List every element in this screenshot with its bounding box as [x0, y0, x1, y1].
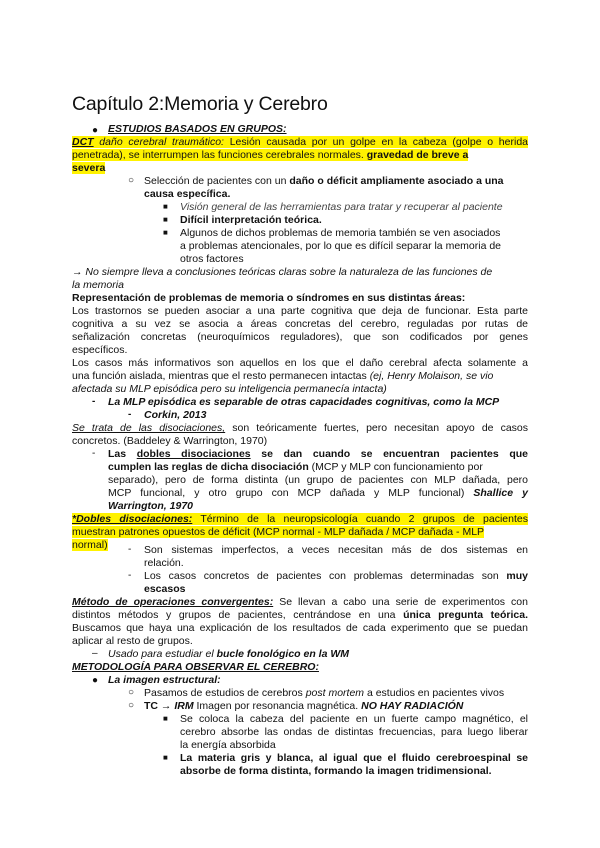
sub-item-algunos-3: otros factores: [180, 253, 244, 265]
dash-bullet-icon: -: [92, 448, 96, 459]
highlight-def-line-3: normal): [72, 539, 108, 551]
materia-line-1: La materia gris y blanca, al igual que el fluido cerebroespinal se: [180, 752, 528, 764]
circle-bullet-icon: ○: [128, 687, 135, 698]
iman-line-3: la energía absorbida: [180, 739, 276, 751]
sub-item-vision: Visión general de las herramientas para tratar y recuperar al paciente: [180, 201, 503, 213]
dash-bullet-icon: –: [92, 648, 98, 659]
tc-line: TC → IRM Imagen por resonancia magnética. NO HAY RADIACIÓN: [144, 700, 464, 712]
section-heading-estudios: ESTUDIOS BASADOS EN GRUPOS:: [108, 123, 287, 135]
casos-line-1: Los casos concretos de pacientes con problemas determinadas son muy: [144, 570, 528, 582]
para1-line-2: cognitiva a su vez se asocia a áreas concretas del cerebro, reguladas por rutas de: [72, 318, 528, 330]
seleccion-line-2: causa específica.: [144, 188, 231, 200]
bucle-line: Usado para estudiar el bucle fonológico en la WM: [108, 648, 349, 660]
arrow-note-2: la memoria: [72, 279, 124, 291]
highlight-def-line-1: *Dobles disociaciones: Término de la neuropsicología cuando 2 grupos de pacientes: [72, 513, 528, 525]
materia-line-2: absorbe de forma distinta, formando la imagen tridimensional.: [180, 765, 492, 777]
arrow-note-1: → No siempre lleva a conclusiones teóricas claras sobre la naturaleza de las funciones de: [72, 266, 493, 278]
metodo-line-4: aplicar al resto de grupos.: [72, 635, 193, 647]
dobles-line-5: Warrington, 1970: [108, 500, 193, 512]
metodo-line-1: Método de operaciones convergentes: Se llevan a cabo una serie de experimentos con: [72, 596, 528, 608]
metodo-line-2: distintos métodos y grupos de pacientes, centrándose en una única pregunta teórica.: [72, 609, 529, 621]
disociaciones-line-1: Se trata de las disociaciones, son teóricamente fuertes, pero necesitan apoyo de casos: [72, 422, 529, 434]
dash-bullet-icon: -: [128, 544, 132, 555]
dash-bullet-icon: -: [128, 570, 132, 581]
para1-line-1: Los trastornos se pueden asociar a una parte cognitiva que deja de funcionar. Esta parte: [72, 305, 528, 317]
para2-line-2: una función aislada, mientras que el resto permanecen intactas (ej, Henry Molaison, se vio: [72, 370, 494, 382]
iman-line-1: Se coloca la cabeza del paciente en un fuerte campo magnético, el: [180, 713, 528, 725]
imagen-estructural: La imagen estructural:: [108, 674, 221, 686]
dobles-line-3: separado), pero de forma distinta (un grupo de pacientes con MLP dañada, pero: [108, 474, 528, 486]
dct-line-2: penetrada), se interrumpen las funciones cerebrales normales. gravedad de breve a: [72, 149, 469, 161]
iman-line-2: cerebro absorbe las ondas de distintas frecuencias, para luego liberar: [180, 726, 528, 738]
dash-bullet-icon: -: [128, 409, 132, 420]
dobles-line-1: Las dobles disociaciones se dan cuando se encuentran pacientes que: [108, 448, 529, 460]
section-heading-metodologia: METODOLOGÍA PARA OBSERVAR EL CEREBRO:: [72, 661, 319, 673]
para2-line-3: afectada su MLP episódica pero su inteligencia permanecía intacta): [72, 383, 387, 395]
circle-bullet-icon: ○: [128, 700, 135, 711]
disociaciones-line-2: concretos. (Baddeley & Warrington, 1970): [72, 435, 268, 447]
para2-line-1: Los casos más informativos son aquellos en los que el daño cerebral afecta solamente a: [72, 357, 528, 369]
bullet-icon: ●: [92, 675, 99, 686]
dobles-line-4: MCP funcional, y otro grupo con MCP dañada y MLP funcional) Shallice y: [108, 487, 528, 499]
square-bullet-icon: ■: [163, 228, 168, 237]
sistemas-line-1: Son sistemas imperfectos, a veces necesitan más de dos sistemas en: [144, 544, 528, 556]
casos-line-2: escasos: [144, 583, 186, 595]
para1-line-4: específicos.: [72, 344, 128, 356]
sub-item-algunos-1: Algunos de dichos problemas de memoria también se ven asociados: [180, 227, 501, 239]
bullet-icon: ●: [92, 125, 99, 136]
metodo-line-3: Buscamos que haya una explicación de los resultados de cada experimento que se puedan: [72, 622, 528, 634]
sub-item-algunos-2: a problemas atencionales, por lo que es difícil separar la memoria de: [180, 240, 502, 252]
pasamos-line: Pasamos de estudios de cerebros post mortem a estudios en pacientes vivos: [144, 687, 505, 699]
square-bullet-icon: ■: [163, 202, 168, 211]
dct-line-3: severa: [72, 162, 106, 174]
sistemas-line-2: relación.: [144, 557, 184, 569]
circle-bullet-icon: ○: [128, 175, 135, 186]
seleccion-line-1: Selección de pacientes con un daño o déficit ampliamente asociado a una: [144, 175, 504, 187]
highlight-def-line-2: muestran patrones opuestos de déficit (MCP normal - MLP dañada / MCP dañada - MLP: [72, 526, 485, 538]
corkin-citation: Corkin, 2013: [144, 409, 207, 421]
mcp-statement: La MLP episódica es separable de otras capacidades cognitivas, como la MCP: [108, 396, 500, 408]
square-bullet-icon: ■: [163, 714, 168, 723]
sub-item-dificil: Difícil interpretación teórica.: [180, 214, 322, 226]
dash-bullet-icon: -: [92, 396, 96, 407]
page-title: Capítulo 2:Memoria y Cerebro: [72, 93, 328, 115]
square-bullet-icon: ■: [163, 753, 168, 762]
para1-line-3: señalización concretas (neuroquímicos reguladores), que son codificados por genes: [72, 331, 528, 343]
dct-line-1: DCT daño cerebral traumático: Lesión causada por un golpe en la cabeza (golpe o herida: [72, 136, 528, 148]
dobles-line-2: cumplen las reglas de dicha disociación (MCP y MLP con funcionamiento por: [108, 461, 483, 473]
square-bullet-icon: ■: [163, 215, 168, 224]
section-heading-representacion: Representación de problemas de memoria o síndromes en sus distintas áreas:: [72, 292, 466, 304]
